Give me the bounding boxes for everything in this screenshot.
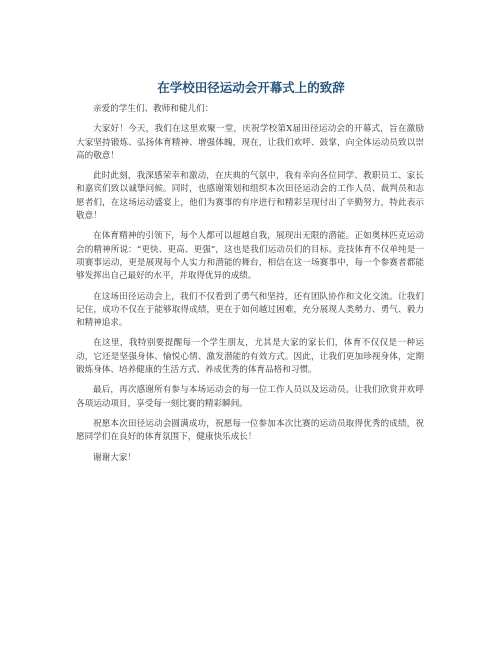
paragraph: 最后，再次感谢所有参与本场运动会的每一位工作人员以及运动员。让我们欣赏并欢呼各项运动项目，享受每一刻比赛的精彩瞬间。 xyxy=(76,385,424,409)
document-title: 在学校田径运动会开幕式上的致辞 xyxy=(157,80,345,95)
paragraph: 在这场田径运动会上，我们不仅看到了勇气和坚持，还有团队协作和文化交流。让我们记住，成功不仅在于能够取得成绩，更在于如何越过困难，充分展现人类勢力、勇气、毅力和精神追求。 xyxy=(76,291,424,329)
paragraph: 此时此刻，我深感荣幸和激动，在庆典的气氛中，我有幸向各位同学、教职员工、家长和嘉宾们致以诚挚问候。同时，也感谢策划和组织本次田径运动会的工作人员、裁判员和志愿者们，在这场运动盛宴上，他们为赛事的有序进行和精彩呈现付出了辛勤努力，特此表示敬意！ xyxy=(76,171,424,222)
salutation: 亲爱的学生们、教师和健儿们： xyxy=(93,104,214,114)
paragraph: 在这里，我特别要提醒每一个学生朋友，尤其是大家的家长们，体育不仅仅是一种运动，它还是坚强身体、愉悦心情、激发潜能的有效方式。因此，让我们更加珍视身体，定期锻炼身体、培养健康的生活方式、养成优秀的体育品格和习惯。 xyxy=(76,338,424,376)
paragraph: 在体育精神的引领下，每个人都可以超越自我，展现出无限的潜能。正如奥林匹克运动会的精神所说：“更快、更高、更强”，这也是我们运动员们的目标。竞技体育不仅单纯是一项赛事运动，更是展现每个人实力和潜能的舞台，相信在这一场赛事中，每一个参赛者都能够发挥出自己最好的水平，并取得优异的成绩。 xyxy=(76,231,424,282)
paragraph: 祝愿本次田径运动会圆满成功，祝愿每一位参加本次比赛的运动员取得优秀的成绩，祝愿同学们在良好的体育氛围下，健康快乐成长！ xyxy=(76,418,424,443)
closing: 谢谢大家！ xyxy=(93,452,136,463)
paragraph: 大家好！今天，我们在这里欢聚一堂，庆祝学校第X届田径运动会的开幕式，旨在激励大家坚持锻炼、弘扬体育精神、增强体魄，现在，让我们欢呼、鼓掌，向全体运动员致以崇高的敬意！ xyxy=(76,124,424,161)
document-body xyxy=(76,103,424,472)
